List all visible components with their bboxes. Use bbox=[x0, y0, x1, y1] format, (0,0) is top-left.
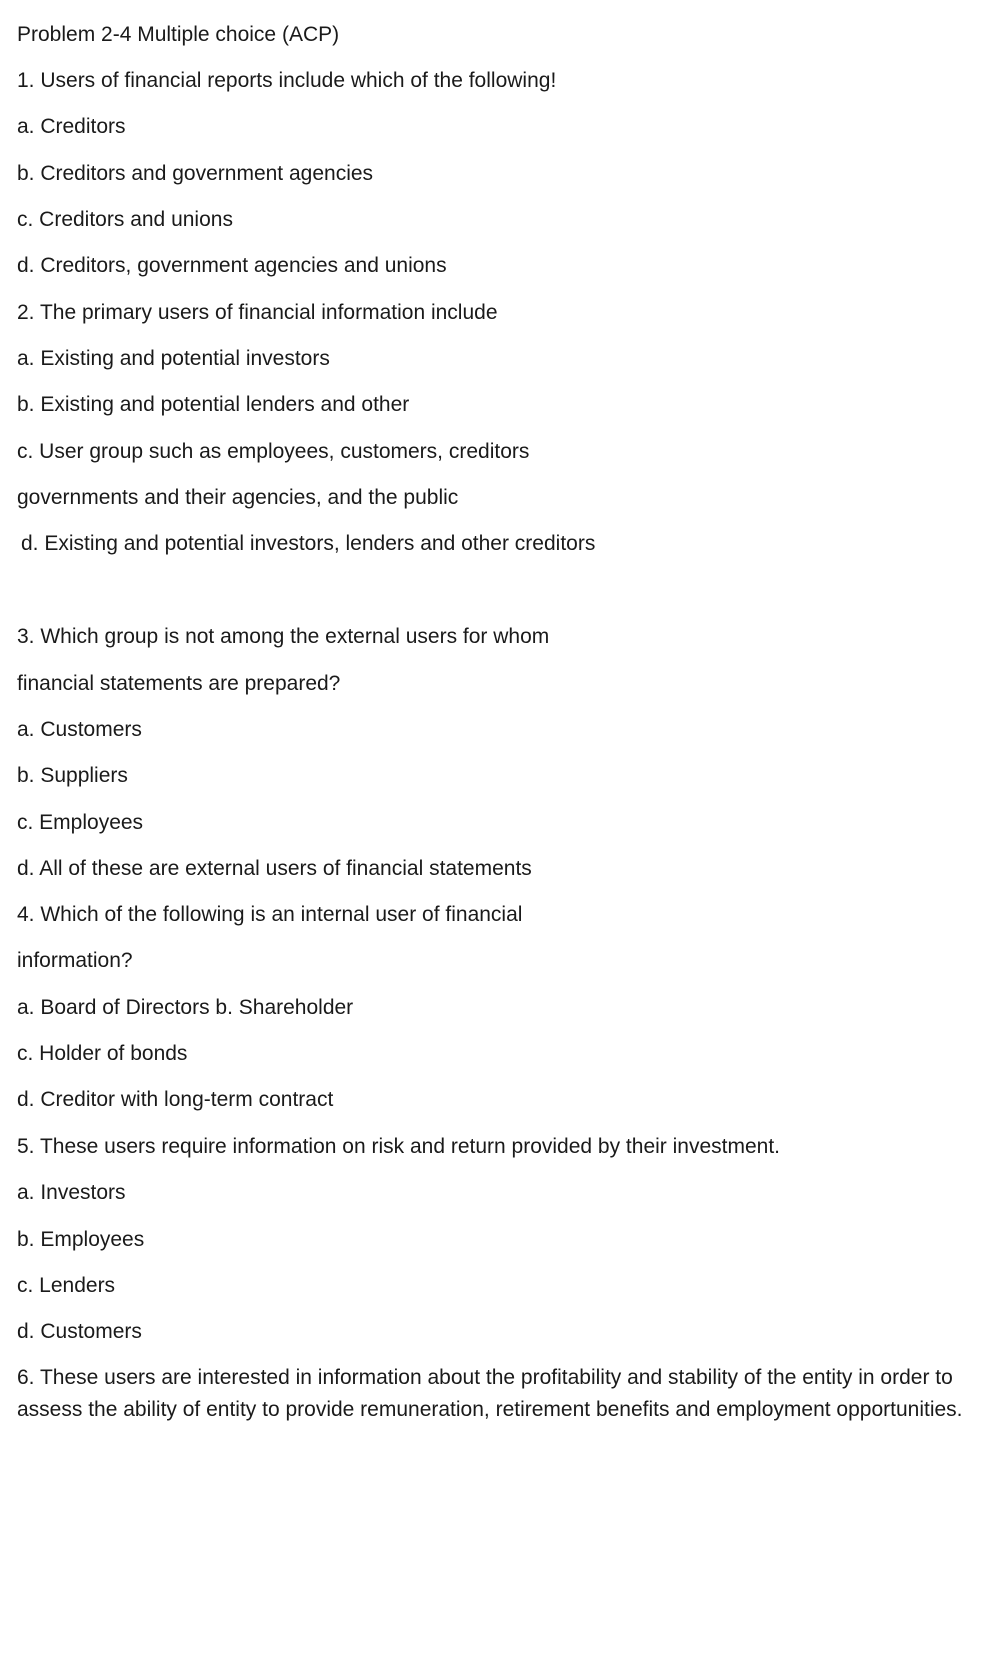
q5-option-a: a. Investors bbox=[17, 1181, 126, 1204]
question-4-line2: information? bbox=[17, 949, 133, 972]
q5-option-b: b. Employees bbox=[17, 1228, 145, 1251]
q1-option-c: c. Creditors and unions bbox=[17, 208, 233, 231]
q4-option-c: c. Holder of bonds bbox=[17, 1042, 188, 1065]
q1-option-b: b. Creditors and government agencies bbox=[17, 162, 374, 185]
q1-option-a: a. Creditors bbox=[17, 115, 126, 138]
q2-option-d: d. Existing and potential investors, lenders and other creditors bbox=[21, 532, 596, 555]
q3-option-c: c. Employees bbox=[17, 811, 144, 834]
question-3-line1: 3. Which group is not among the external users for whom bbox=[17, 625, 550, 648]
question-1: 1. Users of financial reports include which of the following! bbox=[17, 69, 557, 92]
q5-option-c: c. Lenders bbox=[17, 1274, 116, 1297]
question-3-line2: financial statements are prepared? bbox=[17, 672, 341, 695]
question-5: 5. These users require information on risk and return provided by their investment. bbox=[17, 1135, 780, 1158]
q3-option-b: b. Suppliers bbox=[17, 764, 128, 787]
q2-option-c-line2: governments and their agencies, and the public bbox=[17, 486, 459, 509]
q2-option-a: a. Existing and potential investors bbox=[17, 347, 330, 370]
q3-option-a: a. Customers bbox=[17, 718, 142, 741]
q5-option-d: d. Customers bbox=[17, 1320, 142, 1343]
question-4-line1: 4. Which of the following is an internal user of financial bbox=[17, 903, 523, 926]
q3-option-d: d. All of these are external users of financial statements bbox=[17, 857, 532, 880]
q4-option-ab: a. Board of Directors b. Shareholder bbox=[17, 996, 354, 1019]
document-title: Problem 2-4 Multiple choice (ACP) bbox=[17, 23, 340, 46]
q4-option-d: d. Creditor with long-term contract bbox=[17, 1088, 334, 1111]
q2-option-b: b. Existing and potential lenders and other bbox=[17, 393, 410, 416]
question-2: 2. The primary users of financial information include bbox=[17, 301, 498, 324]
q1-option-d: d. Creditors, government agencies and unions bbox=[17, 254, 447, 277]
q2-option-c-line1: c. User group such as employees, customers, creditors bbox=[17, 440, 530, 463]
question-6: 6. These users are interested in information about the profitability and stability of the entity in order to assess the ability of entity to provide remuneration, retirement benefits and employment opportunities. bbox=[17, 1366, 963, 1421]
